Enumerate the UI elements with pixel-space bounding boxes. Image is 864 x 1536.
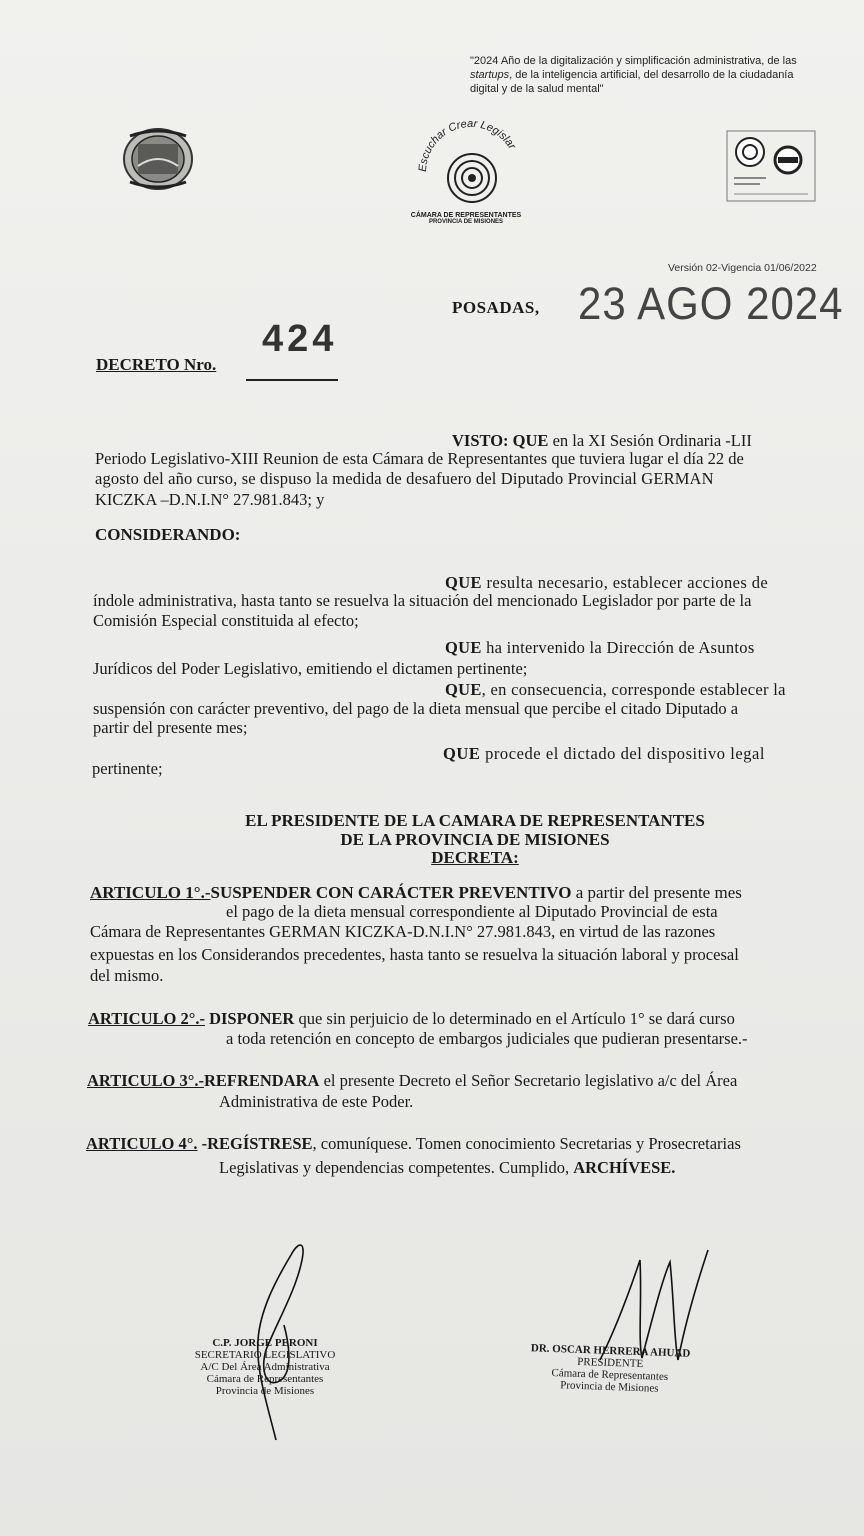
considerando-1-line-3: Comisión Especial constituida al efecto; — [93, 611, 359, 630]
article-3-action: REFRENDARA — [203, 1071, 320, 1090]
chamber-logo-icon — [412, 112, 530, 212]
chamber-province: PROVINCIA DE MISIONES — [428, 219, 504, 225]
right-signer-chamber: Cámara de Representantes — [551, 1366, 669, 1384]
article-1-label: ARTICULO 1°.- — [90, 883, 211, 902]
considerando-2-line-1-rest: ha intervenido la Dirección de Asuntos — [481, 638, 755, 657]
place-label: POSADAS, — [452, 298, 540, 317]
visto-line-1-rest: en la XI Sesión Ordinaria -LII — [548, 431, 752, 450]
article-1-line-4: expuestas en los Considerandos precedentes, hasta tanto se resuelva la situación laboral y procesal — [90, 945, 739, 964]
considerando-1-line-1-rest: resulta necesario, establecer acciones de — [481, 573, 769, 592]
visto-heading: VISTO: QUE — [452, 431, 549, 450]
que-2: QUE — [445, 638, 482, 657]
article-4-line-2-text: Legislativas y dependencias competentes. Cumplido, — [219, 1158, 574, 1177]
considerando-2-line-1 — [445, 638, 755, 657]
article-2-action: DISPONER — [204, 1009, 295, 1028]
left-signature-block — [170, 1337, 360, 1397]
motto-line-2 — [470, 68, 850, 82]
article-1-line-1-rest: a partir del presente mes — [571, 883, 742, 902]
considerando-4-line-1 — [443, 744, 765, 763]
article-2-line-2: a toda retención en concepto de embargos judiciales que pudieran presentarse.- — [226, 1029, 748, 1048]
province-seal-icon — [120, 126, 196, 192]
left-signer-title: SECRETARIO LEGISLATIVO — [194, 1349, 336, 1361]
article-3-label: ARTICULO 3°.- — [87, 1071, 204, 1090]
chamber-name-block — [396, 212, 536, 225]
article-4-line-2 — [219, 1158, 675, 1177]
certification-logos-icon — [726, 130, 816, 202]
article-3-line-1-rest: el presente Decreto el Señor Secretario legislativo a/c del Área — [319, 1071, 738, 1090]
visto-line-4: KICZKA –D.N.I.N° 27.981.843; y — [95, 490, 325, 509]
resolution-line-3 — [180, 848, 770, 867]
article-1-action: SUSPENDER CON CARÁCTER PREVENTIVO — [210, 883, 572, 902]
left-signer-chamber: Cámara de Representantes — [206, 1373, 324, 1385]
considerando-4-line-1-rest: procede el dictado del dispositivo legal — [480, 744, 766, 763]
considerando-3-line-1-rest: , en consecuencia, corresponde establecer la — [481, 680, 786, 699]
left-signer-name: C.P. JORGE PERONI — [212, 1337, 318, 1349]
article-2-line-1-rest: que sin perjuicio de lo determinado en el Artículo 1° se dará curso — [294, 1009, 735, 1028]
article-1-line-5: del mismo. — [90, 966, 164, 985]
article-3-line-1 — [87, 1071, 737, 1090]
date-stamp: 23 AGO 2024 — [578, 278, 844, 329]
considerando-3-line-2: suspensión con carácter preventivo, del pago de la dieta mensual que percibe el citado Diputado a — [93, 699, 739, 718]
considerando-heading: CONSIDERANDO: — [95, 525, 241, 544]
year-motto — [470, 54, 850, 96]
decree-number-line — [246, 379, 338, 381]
considerando-1-line-2: índole administrativa, hasta tanto se resuelva la situación del mencionado Legislador por parte de la — [93, 591, 752, 610]
article-1-line-1 — [90, 883, 742, 902]
right-signature-block — [499, 1341, 721, 1397]
article-4-label: ARTICULO 4°. — [86, 1134, 198, 1153]
article-4-line-1-rest: , comuníquese. Tomen conocimiento Secretarias y Prosecretarias — [312, 1134, 741, 1153]
right-signer-province: Provincia de Misiones — [559, 1379, 659, 1395]
version-label: Versión 02-Vigencia 01/06/2022 — [668, 262, 817, 274]
decree-label: DECRETO Nro. — [96, 355, 217, 374]
considerando-2-line-2: Jurídicos del Poder Legislativo, emitiendo el dictamen pertinente; — [93, 659, 528, 678]
left-signer-area: A/C Del Área Administrativa — [200, 1361, 330, 1373]
que-3: QUE — [445, 680, 482, 699]
que-4: QUE — [443, 744, 481, 763]
article-2-label: ARTICULO 2°.- — [88, 1009, 205, 1028]
considerando-4-line-2: pertinente; — [92, 759, 163, 778]
motto-italic: startups — [470, 69, 510, 81]
visto-line-1 — [452, 431, 752, 450]
article-2-line-1 — [88, 1009, 735, 1028]
considerando-3-line-1 — [445, 680, 786, 699]
chamber-logo-arc-text: Escuchar Crear Legislar — [416, 117, 518, 173]
left-signer-province: Provincia de Misiones — [215, 1385, 315, 1397]
considerando-3-line-3: partir del presente mes; — [93, 718, 248, 737]
decree-number: 424 — [262, 318, 338, 360]
considerando-1-line-1 — [445, 573, 768, 592]
article-4-line-1 — [86, 1134, 741, 1153]
chamber-name: CÁMARA DE REPRESENTANTES — [410, 212, 522, 219]
motto-line-1: "2024 Año de la digitalización y simplificación administrativa, de las — [470, 55, 797, 67]
resolution-line-2: DE LA PROVINCIA DE MISIONES — [340, 830, 610, 849]
que-1: QUE — [445, 573, 482, 592]
article-4-action: -REGÍSTRESE — [197, 1134, 313, 1153]
visto-line-3: agosto del año curso, se dispuso la medida de desafuero del Diputado Provincial GERMAN — [95, 469, 714, 488]
article-3-line-2: Administrativa de este Poder. — [219, 1092, 414, 1111]
article-1-line-3: Cámara de Representantes GERMAN KICZKA-D.N.I.N° 27.981.843, en virtud de las razones — [90, 922, 716, 941]
resolution-line-1: EL PRESIDENTE DE LA CAMARA DE REPRESENTANTES — [245, 811, 705, 830]
right-signer-name: DR. OSCAR HERRERA AHUAD — [530, 1342, 691, 1360]
motto-line-3: digital y de la salud mental" — [470, 83, 604, 95]
right-signer-title: PRESIDENTE — [577, 1355, 644, 1371]
archivese: ARCHÍVESE. — [573, 1158, 676, 1177]
motto-line-2-rest: , de la inteligencia artificial, del desarrollo de la ciudadanía — [509, 69, 794, 81]
visto-line-2: Periodo Legislativo-XIII Reunion de esta Cámara de Representantes que tuviera lugar el día 22 de — [95, 449, 744, 468]
article-1-line-2: el pago de la dieta mensual correspondiente al Diputado Provincial de esta — [226, 902, 718, 921]
decreta-heading: DECRETA: — [431, 848, 519, 867]
